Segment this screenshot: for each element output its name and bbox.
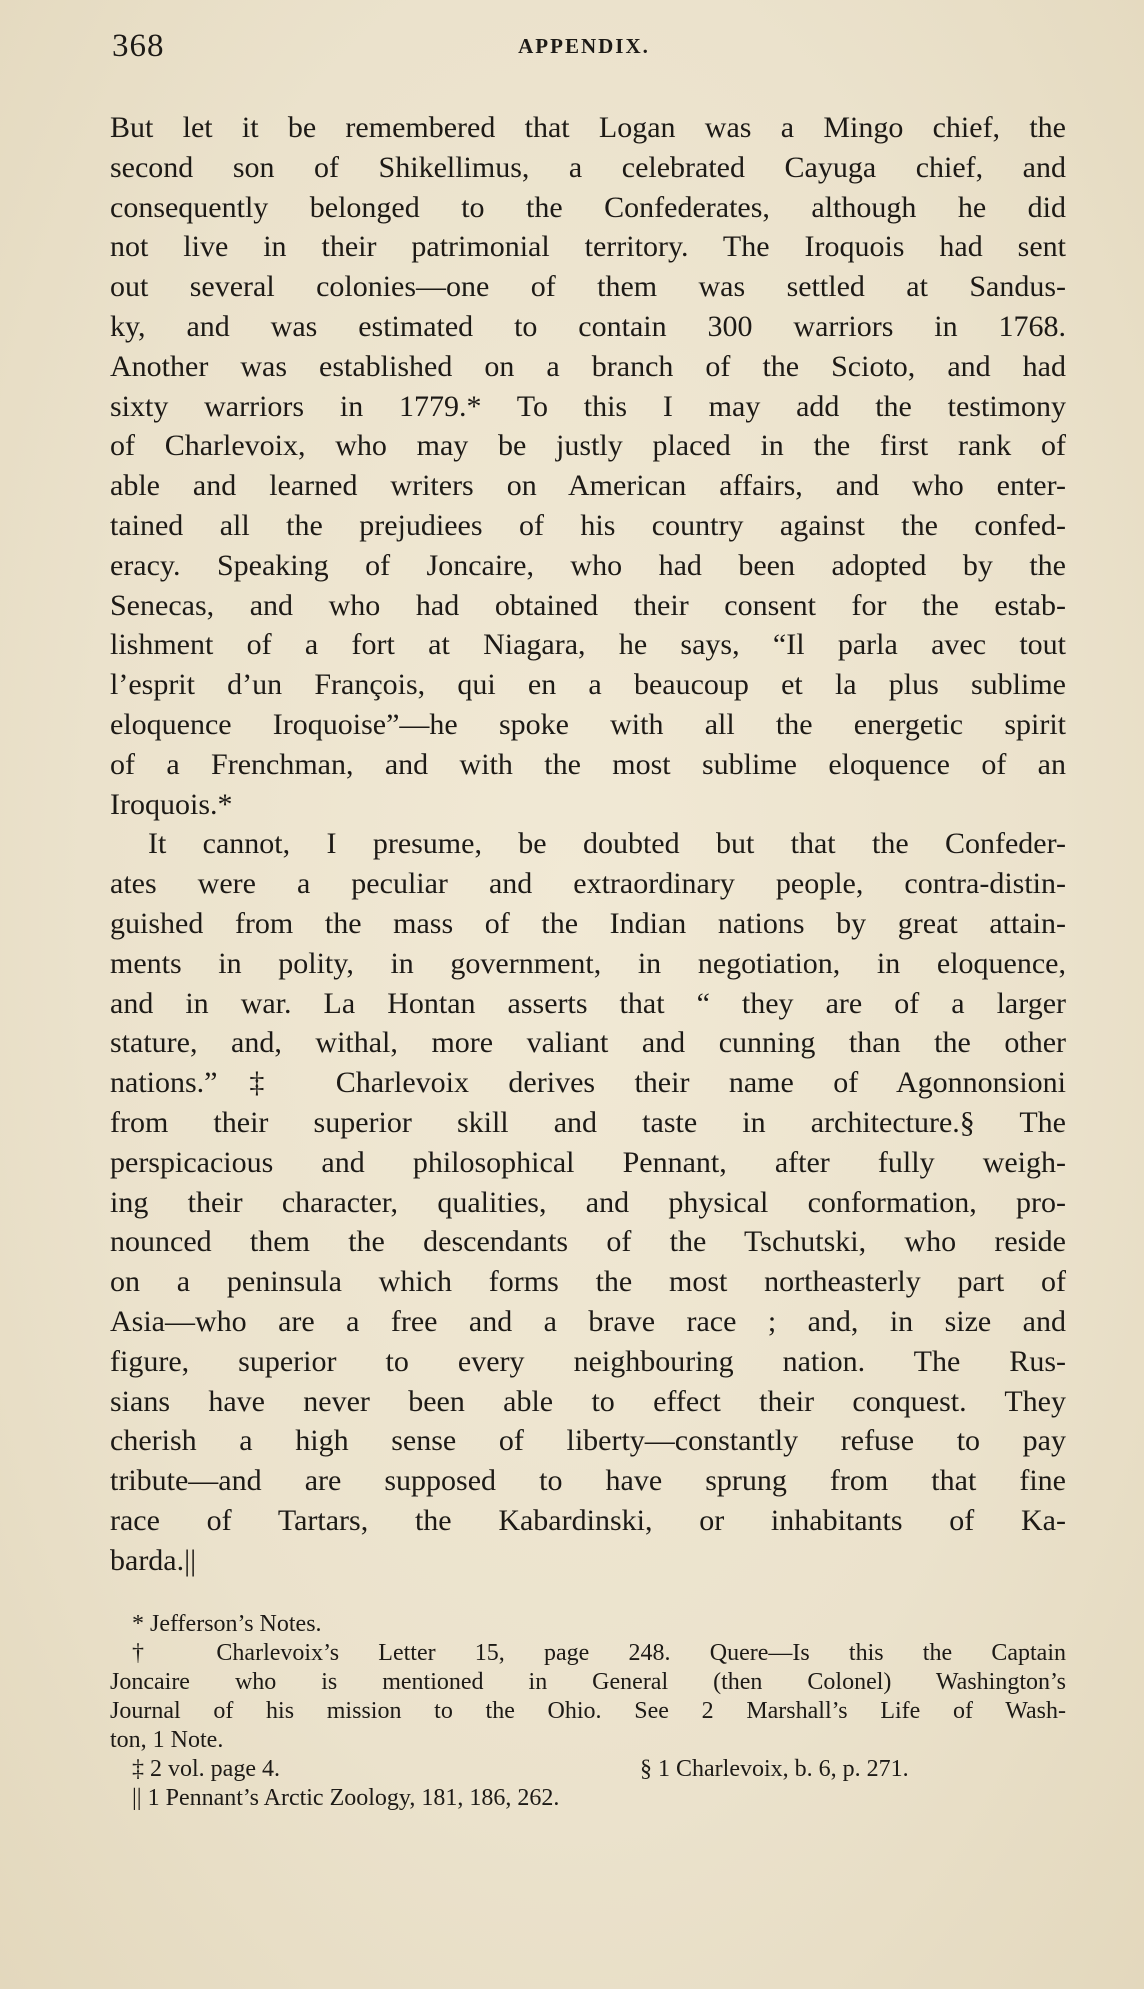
footnote-vol-page: ‡ 2 vol. page 4. xyxy=(132,1756,280,1782)
text-line: ments in polity, in government, in negotiation, in eloquence, xyxy=(110,946,1066,980)
footnote-pennant: || 1 Pennant’s Arctic Zoology, 181, 186, 262. xyxy=(132,1785,560,1811)
text-line: nations.”‡ Charlevoix derives their name of Agonnonsioni xyxy=(110,1066,1066,1100)
text-line: l’esprit d’un François, qui en a beaucoup et la plus sublime xyxy=(110,668,1066,702)
footnote-charlevoix-letter: † Charlevoix’s Letter 15, page 248. Quere—Is this the Captain xyxy=(132,1640,1066,1666)
text-line: eracy. Speaking of Joncaire, who had been adopted by the xyxy=(110,548,1066,582)
footnote-jefferson: * Jefferson’s Notes. xyxy=(132,1611,322,1637)
text-line: tained all the prejudiees of his country against the confed- xyxy=(110,508,1066,542)
text-line: Another was established on a branch of the Scioto, and had xyxy=(110,349,1066,383)
footnote-pair xyxy=(110,1755,1066,1784)
text-line: race of Tartars, the Kabardinski, or inhabitants of Ka- xyxy=(110,1503,1066,1537)
text-line: nounced them the descendants of the Tschutski, who reside xyxy=(110,1225,1066,1259)
text-line: ates were a peculiar and extraordinary people, contra-distin- xyxy=(110,867,1066,901)
paragraph-end-line: Iroquois.* xyxy=(110,787,233,821)
text-line: out several colonies—one of them was settled at Sandus- xyxy=(110,270,1066,304)
text-line: ky, and was estimated to contain 300 warriors in 1768. xyxy=(110,309,1066,343)
footnotes xyxy=(110,1610,1066,1813)
paragraph-start-line: It cannot, I presume, be doubted but that the Confeder- xyxy=(148,827,1066,861)
text-line: guished from the mass of the Indian nations by great attain- xyxy=(110,906,1066,940)
text-line: on a peninsula which forms the most northeasterly part of xyxy=(110,1265,1066,1299)
text-line: sixty warriors in 1779.* To this I may add the testimony xyxy=(110,389,1066,423)
text-line: stature, and, withal, more valiant and cunning than the other xyxy=(110,1026,1066,1060)
text-line: from their superior skill and taste in architecture.§ The xyxy=(110,1105,1066,1139)
paragraph-end-line: barda.|| xyxy=(110,1543,197,1577)
text-line: and in war. La Hontan asserts that “ they are of a larger xyxy=(110,986,1066,1020)
text-line: tribute—and are supposed to have sprung from that fine xyxy=(110,1464,1066,1498)
page-number: 368 xyxy=(112,28,165,64)
text-line: But let it be remembered that Logan was a Mingo chief, the xyxy=(110,111,1066,144)
text-line: eloquence Iroquoise”—he spoke with all the energetic spirit xyxy=(110,707,1066,741)
text-line: perspicacious and philosophical Pennant, after fully weigh- xyxy=(110,1145,1066,1179)
text-line: figure, superior to every neighbouring nation. The Rus- xyxy=(110,1344,1066,1378)
text-line: consequently belonged to the Confederates, although he did xyxy=(110,190,1066,224)
text-line: Senecas, and who had obtained their consent for the estab- xyxy=(110,588,1066,622)
text-line: of a Frenchman, and with the most sublime eloquence of an xyxy=(110,747,1066,781)
footnote-charlevoix-book: § 1 Charlevoix, b. 6, p. 271. xyxy=(640,1756,909,1782)
text-line: of Charlevoix, who may be justly placed in the first rank of xyxy=(110,429,1066,463)
footnote-charlevoix-letter-cont: Journal of his mission to the Ohio. See 2 Marshall’s Life of Wash- xyxy=(110,1698,1066,1724)
body-text xyxy=(110,108,1066,1580)
running-head: APPENDIX. xyxy=(518,34,650,58)
text-line: second son of Shikellimus, a celebrated Cayuga chief, and xyxy=(110,150,1066,184)
footnote-charlevoix-letter-cont: Joncaire who is mentioned in General (then Colonel) Washington’s xyxy=(110,1669,1066,1695)
text-line: cherish a high sense of liberty—constantly refuse to pay xyxy=(110,1424,1066,1458)
page-header xyxy=(112,28,1056,78)
footnote-charlevoix-letter-cont: ton, 1 Note. xyxy=(110,1727,224,1753)
text-line: ing their character, qualities, and physical conformation, pro- xyxy=(110,1185,1066,1219)
text-line: lishment of a fort at Niagara, he says, “Il parla avec tout xyxy=(110,628,1066,662)
text-line: sians have never been able to effect their conquest. They xyxy=(110,1384,1066,1418)
text-line: not live in their patrimonial territory. The Iroquois had sent xyxy=(110,230,1066,264)
text-line: able and learned writers on American affairs, and who enter- xyxy=(110,469,1066,503)
text-line: Asia—who are a free and a brave race ; and, in size and xyxy=(110,1304,1066,1338)
